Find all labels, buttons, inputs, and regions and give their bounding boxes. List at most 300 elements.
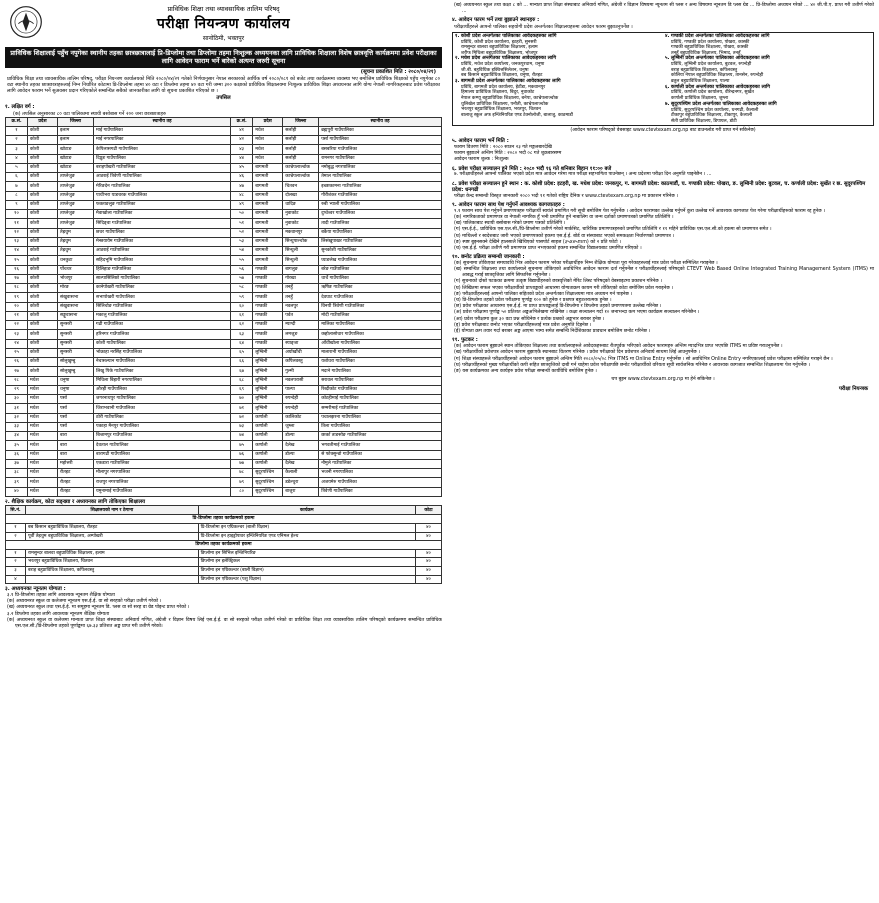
table-cell: मैवाखोला गाउँपालिका xyxy=(94,210,231,219)
table-header-cell: स्थानीय तह xyxy=(319,117,442,126)
table-row xyxy=(6,145,442,154)
table-cell: लुम्बिनी xyxy=(253,395,283,404)
table-row xyxy=(6,200,442,209)
table-header-cell: जिल्ला xyxy=(58,117,94,126)
table-row xyxy=(6,210,442,219)
table-row xyxy=(6,136,442,145)
table-cell: नवलपरासी xyxy=(283,376,319,385)
table-cell: सुदूरपश्चिम xyxy=(253,478,283,487)
table-cell: बागमती xyxy=(253,182,283,191)
table-cell: १८ xyxy=(6,284,28,293)
table-cell: सिदिङ्वा गाउँपालिका xyxy=(94,219,231,228)
table-cell: मधेश xyxy=(253,136,283,145)
table-row xyxy=(6,228,442,237)
table-cell: मधेश xyxy=(28,395,58,404)
table-cell: बराहपोखरी गाउँपालिका xyxy=(94,163,231,172)
table-cell: कोशी xyxy=(28,284,58,293)
section-6-heading: ६. प्रवेश परीक्षा सञ्चालन हुने मिति : २०८० भदौ १६ गते शनिबार बिहान ११:०० बजे xyxy=(452,165,612,172)
table-cell: कोशी xyxy=(28,330,58,339)
table-row xyxy=(6,478,442,487)
table-cell: मकालु गाउँपालिका xyxy=(94,311,231,320)
table-cell: बागमती xyxy=(253,228,283,237)
location-group-heading: ६. कर्णाली प्रदेश अन्तर्गतका पालिकाका आवेदकहरुका लागि xyxy=(665,84,770,90)
table-cell: गुल्मी xyxy=(283,367,319,376)
table-cell: हिलिहाङ गाउँपालिका xyxy=(94,265,231,274)
table-row xyxy=(6,311,442,320)
table-cell: काभ्रेपलाञ्चोक xyxy=(283,173,319,182)
section-7-text: ७. परीक्षार्थीहरुले आफ्नो पालिका भएको प्रदेश मात्र आवेदन गरेमा मात्र परीक्षा सहभागिता पाउनेछन् । अन्य प्रदेशमा परीक्षा दिन अनुमति पाइनेछैन । ... xyxy=(454,172,712,178)
table-cell: कोशी xyxy=(28,339,58,348)
table-cell: मधेश xyxy=(253,145,283,154)
table-cell xyxy=(26,575,199,584)
table-cell: बागमती xyxy=(253,163,283,172)
table-cell: २४ xyxy=(6,339,28,348)
table-cell: सुनसरी xyxy=(58,348,94,357)
table-cell: नवलपुर xyxy=(283,302,319,311)
list-item: (ग) सुचनाको दोस्रो पटकका क्रममा उत्कृष्ट बिद्यार्थीहरुको छात्रवृत्तिको मेरिट लिस्ट परिषद्को वेबसाइटमा प्रकाशन गरिनेछ । xyxy=(454,279,662,285)
table-row xyxy=(6,154,442,163)
table-cell: ४८ xyxy=(231,191,253,200)
location-item: तनहुँ बहुप्राविधिक शिक्षालय, भिमाद, तनहुँ xyxy=(671,50,741,56)
table-cell: डोल्पा xyxy=(283,432,319,441)
table-cell: विनयी त्रिवेणी गाउँपालिका xyxy=(319,302,442,311)
table-cell: ताप्लेजुङ xyxy=(58,219,94,228)
list-item: (ग) शिक्षा संस्थाहरुले परीक्षार्थीहरुको आवेदन फाराम बुझाउने अन्तिम मिति २०८०/०५/०८ भित्र ITMS मा Online Entry गर्नुपर्नेछ । सो अवधिभित्र Online Entry नगरिएकालाई प्रवेश परीक्षामा सम्मिलित गराइने छैन । xyxy=(454,356,833,362)
table-cell: लमजुङ xyxy=(283,330,319,339)
table-header-cell: क्र.सं. xyxy=(6,117,28,126)
table-cell: मधेश xyxy=(28,469,58,478)
table-cell: ७० xyxy=(231,395,253,404)
table-cell: पर्सा xyxy=(58,422,94,431)
table-cell: नमोबुद्ध नगरपालिका xyxy=(319,163,442,172)
table-cell: पर्सा xyxy=(58,413,94,422)
table-cell: तनहुँ xyxy=(283,284,319,293)
table-cell: कोशी xyxy=(28,228,58,237)
table-cell: गौरीशंकर गाउँपालिका xyxy=(319,191,442,200)
table-cell: गढी गाउँपालिका xyxy=(94,321,231,330)
table-cell: अजयमेरु गाउँपालिका xyxy=(319,478,442,487)
table-cell: देवताल गाउँपालिका xyxy=(94,441,231,450)
table-cell: १२ xyxy=(6,228,28,237)
table-cell: सुनसरी xyxy=(58,339,94,348)
table-cell: तनहुँ xyxy=(283,293,319,302)
table-cell: २५ xyxy=(6,348,28,357)
table-cell: चितवन xyxy=(283,182,319,191)
table-cell: दैलेख xyxy=(283,441,319,450)
section-3-items xyxy=(5,593,442,630)
council-name: प्राविधिक शिक्षा तथा व्यावसायिक तालिम परिषद् xyxy=(167,5,280,13)
list-item: ९.१ फाराम साथ पेश गर्नुपर्ने प्रमाणपत्रहरु परीक्षार्थी स्वयंले प्रमाणित गरी सुची बमोजिम पेश गर्नुपर्नेछ । आवेदन फारामका उल्लेख गर्नुपर्ने कुरा उल्लेख गर्ने आवश्यक कागजात पेश गरेमा परीक्षार्थीहरुको फाराम रद्द हुनेछ । xyxy=(454,208,825,214)
table-row xyxy=(6,302,442,311)
table-cell: कोशी xyxy=(28,210,58,219)
table-cell: खोटाङ xyxy=(58,154,94,163)
table-cell: १३ xyxy=(6,237,28,246)
table-cell: नुवाकोट xyxy=(283,210,319,219)
signature: परीक्षा नियन्त्रक xyxy=(838,386,868,393)
table-cell: ७८ xyxy=(231,469,253,478)
table-cell: पर्सा xyxy=(58,404,94,413)
notice-header xyxy=(5,3,442,47)
table-cell: लुम्बिनी xyxy=(253,376,283,385)
table-cell: मधेश xyxy=(28,413,58,422)
table-header-cell: प्रदेश xyxy=(28,117,58,126)
table-cell: मधेश xyxy=(28,450,58,459)
table-cell: लुम्बिनी xyxy=(253,367,283,376)
table-cell: १ xyxy=(6,126,28,135)
table-cell: कोशी xyxy=(28,348,58,357)
table-cell: ५७ xyxy=(231,274,253,283)
table-row xyxy=(6,247,442,256)
table-group-row xyxy=(6,541,442,550)
table-cell: ७७ xyxy=(231,459,253,468)
table-cell: यमुनामाई गाउँपालिका xyxy=(94,487,231,496)
right-top-items xyxy=(452,3,874,15)
section-4-heading: ४. आवेदन फारम भर्ने तथा बुझाउने स्थानहरु : xyxy=(452,17,540,24)
list-item: (ङ) स्पष्ट बुझ्नसक्ने देखिने हालसालै खिचिएको पासपोर्ट साइज (३५x४५mm) को २ प्रति फोटो । xyxy=(454,239,621,245)
table-cell: सिन्धुली xyxy=(283,256,319,265)
table-cell: ५९ xyxy=(231,293,253,302)
table-cell: ५८ xyxy=(231,284,253,293)
table-cell: धनकुटा xyxy=(58,256,94,265)
table-cell: ६८ xyxy=(231,376,253,385)
table-cell: मधेश xyxy=(253,154,283,163)
table-cell: पर्सा गाउँपालिका xyxy=(319,136,442,145)
table-row xyxy=(6,330,442,339)
quota-table xyxy=(5,505,442,584)
table-cell: ६९ xyxy=(231,385,253,394)
location-item: सेती प्राविधिक शिक्षालय, डिपायल, डोटी xyxy=(671,118,737,124)
table-cell: ४० xyxy=(416,532,442,541)
table-cell: माई गाउँपालिका xyxy=(94,126,231,135)
table-cell: ६ xyxy=(6,173,28,182)
location-item: धुलिखेल प्राविधिक शिक्षालय, पनौती, काभ्रेपलाञ्चोक xyxy=(461,101,549,107)
location-item: टीकापुर बहुप्राविधिक शिक्षालय, टीकापुर, कैलाली xyxy=(671,113,753,119)
table-cell: कानेपोखरी गाउँपालिका xyxy=(94,284,231,293)
section-11-heading: ११. फुटकर : xyxy=(452,337,478,344)
table-cell: कोशी xyxy=(28,126,58,135)
table-cell: २६ xyxy=(6,358,28,367)
table-cell: तेह्रथुम xyxy=(58,228,94,237)
table-row xyxy=(6,191,442,200)
table-cell: पाँचथर xyxy=(58,265,94,274)
table-cell: कोशी xyxy=(28,274,58,283)
table-cell: धनुषा xyxy=(58,376,94,385)
table-cell: मधेश xyxy=(28,432,58,441)
list-item: (क) आवेदन फाराम बुझाउने स्थान तोकिएका शिक्षालय तथा कार्यालयहरुले आवेदकहरुबाट रीतपूर्वक भरिएको आवेदन फारामहरु अन्तिम म्यादभित्र प्राप्त भएपछि ITMS मा प्रविष्ट गराउनुपर्नेछ । xyxy=(454,344,783,350)
table-cell: कोशी xyxy=(28,367,58,376)
table-cell: कोशी xyxy=(28,311,58,320)
table-cell: ४ xyxy=(6,575,26,584)
table-cell: सोलुखुम्बु xyxy=(58,367,94,376)
table-cell: रुबी भ्याली गाउँपालिका xyxy=(319,200,442,209)
section-1-heading: १. लक्षित वर्ग : xyxy=(5,104,35,111)
table-cell: भगवतीमाई गाउँपालिका xyxy=(319,441,442,450)
section-3-heading: ३. अध्ययनका न्यूनतम योग्यता : xyxy=(5,586,66,593)
table-cell: धनुषा xyxy=(58,385,94,394)
table-row xyxy=(6,422,442,431)
table-cell: १४ xyxy=(6,247,28,256)
table-header-cell: जिल्ला xyxy=(283,117,319,126)
table-cell: मदाने गाउँपालिका xyxy=(319,367,442,376)
table-cell: मधेश xyxy=(253,126,283,135)
table-cell: १५ xyxy=(6,256,28,265)
table-header-cell: स्थानीय तह xyxy=(94,117,231,126)
table-cell: कोशी xyxy=(28,219,58,228)
table-cell: बागमती xyxy=(253,210,283,219)
table-cell: ५६ xyxy=(231,265,253,274)
table-header-cell: सि.नं. xyxy=(6,506,26,515)
list-item: फाराम बुझाउने अन्तिम मिति : २०८० भदौ ०८ गते शुक्रबारसम्म xyxy=(454,151,562,157)
table-cell: दैलेख xyxy=(283,459,319,468)
publish-date: (सूचना प्रकाशित मिति : २०८०/०४/२१) xyxy=(360,68,436,75)
table-cell: डिप्लोमा इन सिभिल इन्जिनियरिङ xyxy=(198,549,415,558)
table-cell: लुम्बिनी xyxy=(253,385,283,394)
table-cell: पूर्वी तेह्रथुम बहुप्राविधिक शिक्षालय, अम्पोखरी xyxy=(26,532,199,541)
list-item: आवेदन फाराम शुल्क : निःशुल्क xyxy=(454,157,509,163)
table-cell: ५४ xyxy=(231,247,253,256)
table-cell: संखुवासभा xyxy=(58,293,94,302)
table-row xyxy=(6,549,442,558)
table-cell: लुम्बिनी xyxy=(253,404,283,413)
table-cell: १७ xyxy=(6,274,28,283)
table-cell: नेचासल्यान गाउँपालिका xyxy=(94,358,231,367)
location-item: बराह बहुप्राविधिक शिक्षालय, कपिलवस्तु xyxy=(671,67,738,73)
list-item: (घ) माथिल्लो र स्वदेशबाट जारी भएको प्रमाणपत्रको हकमा एस.ई.ई. बोर्ड वा संस्थाबाट भएको समकक्षता निर्धारणको प्रमाणपत्र । xyxy=(454,233,675,239)
table-cell: नुवाकोट xyxy=(283,219,319,228)
table-cell: सुदूरपश्चिम xyxy=(253,487,283,496)
section-5-items xyxy=(452,144,874,163)
table-cell: बारा xyxy=(58,432,94,441)
table-cell: ४३ xyxy=(231,145,253,154)
table-cell: लिखु पिके गाउँपालिका xyxy=(94,367,231,376)
table-row xyxy=(6,358,442,367)
table-cell: बिश्रामपुर गाउँपालिका xyxy=(94,432,231,441)
table-cell: प्रि-डिप्लोमा इन हाइड्रोपावर इन्जिनियरिङ एण्ड एनिमल हेल्थ xyxy=(198,532,415,541)
list-item: (ख) पालिकाबाट स्थायी बसोबास गरेको प्रमाण पत्रको प्रतिलिपि । xyxy=(454,221,566,227)
table-cell: काभ्रेपलाञ्चोक xyxy=(283,163,319,172)
table-cell: रामसुन्दर बालवा बहुप्राविधिक शिक्षालय, इलाम xyxy=(26,549,199,558)
table-cell: भरतपुर बहुप्राविधिक शिक्षालय, चितवन xyxy=(26,558,199,567)
table-cell: ४९ xyxy=(231,200,253,209)
table-row xyxy=(6,450,442,459)
table-cell: एकडारा गाउँपालिका xyxy=(94,459,231,468)
table-cell: मधेश xyxy=(28,385,58,394)
table-cell: कोशी xyxy=(28,302,58,311)
table-cell: बागमती xyxy=(253,237,283,246)
table-cell: रुपन्देही xyxy=(283,395,319,404)
location-item: प्रविधि, कोशी प्रदेश कार्यालय, इटहरी, सुनसरी xyxy=(461,39,537,45)
table-header-cell: क्र.सं. xyxy=(231,117,253,126)
table-cell: प्रि-डिप्लोमा इन एग्रिकल्चर (बाली विज्ञान) xyxy=(198,524,415,533)
table-cell: हरिनगर गाउँपालिका xyxy=(94,330,231,339)
table-cell: ऋषिङ गाउँपालिका xyxy=(319,284,442,293)
table-cell: पचालझरना गाउँपालिका xyxy=(319,413,442,422)
table-cell: तिला गाउँपालिका xyxy=(319,422,442,431)
table-cell: नौमुले गाउँपालिका xyxy=(319,459,442,468)
table-cell: सिलिचोङ गाउँपालिका xyxy=(94,302,231,311)
table-cell: बसबरिया गाउँपालिका xyxy=(319,145,442,154)
table-cell: ४४ xyxy=(231,154,253,163)
table-cell: ताप्लेजुङ xyxy=(58,182,94,191)
table-cell: म्याग्दी xyxy=(283,321,319,330)
section-4-intro: परीक्षार्थीहरुले आफ्नो पालिका सहयोगी प्रदेश अन्तर्गतका शिक्षालयहरुमा आवेदन फारम बुझाउनुपर्नेछ । xyxy=(454,23,633,30)
table-cell: मधेश xyxy=(28,441,58,450)
table-cell: कोटहीमाई गाउँपालिका xyxy=(319,395,442,404)
table-cell: ५ xyxy=(6,163,28,172)
table-cell: ३२ xyxy=(6,413,28,422)
table-cell: से फोक्सुन्डो गाउँपालिका xyxy=(319,450,442,459)
location-item: ब्रतुल बहुप्राविधिक शिक्षालय, पाल्पा xyxy=(671,79,730,85)
table-cell: ४७ xyxy=(231,182,253,191)
location-group-heading: ४. गण्डकी प्रदेश अन्तर्गतका पालिकाका आवेदकहरुका लागि xyxy=(665,33,770,39)
table-cell: २ xyxy=(6,558,26,567)
table-cell: ९ xyxy=(6,200,28,209)
table-row xyxy=(6,256,442,265)
table-cell: धादिङ xyxy=(283,200,319,209)
table-cell: भोजपुर xyxy=(58,274,94,283)
table-cell: कैलाली xyxy=(283,469,319,478)
table-cell: ताप्लेजुङ xyxy=(58,191,94,200)
table-cell: ठोरी गाउँपालिका xyxy=(94,413,231,422)
table-cell: कोशी गाउँपालिका xyxy=(94,339,231,348)
table-row xyxy=(6,385,442,394)
table-cell: बाजुरा xyxy=(283,487,319,496)
table-cell: ३६ xyxy=(6,450,28,459)
table-cell: त्रिवेणी गाउँपालिका xyxy=(319,487,442,496)
section-8-text: परीक्षा केन्द्र सम्बन्धी विस्तृत जानकारी २०८० भदौ ११ गतेको राष्ट्रिय दैनिक र www.ctevtexam.org.np मा प्रकाशन गरिनेछ । xyxy=(454,193,679,199)
table-cell: बारा xyxy=(58,450,94,459)
table-cell: बागमती xyxy=(253,191,283,200)
table-row xyxy=(6,487,442,496)
list-item: (ई) योग्यता क्रम तयार गर्दा बराबर अङ्क आएमा भाग्य समेत सम्बन्धि निर्देशिकाका प्रावधान बमोजिम छनोट गरिनेछ । xyxy=(454,329,651,335)
table-cell: ३८ xyxy=(6,469,28,478)
table-cell: ३० xyxy=(6,395,28,404)
table-cell: गण्डकी xyxy=(253,274,283,283)
location-item: प्रविधि, लुम्बिनी प्रदेश कार्यालय, बुटवल, रुपन्देही xyxy=(671,62,752,68)
table-cell: इलाम xyxy=(58,136,94,145)
table-cell: ७२ xyxy=(231,413,253,422)
table-row xyxy=(6,274,442,283)
section-9-heading: ९. आवेदन फाराम साथ पेश गर्नुपर्ने आवश्यक कागजातहरु : xyxy=(452,201,565,208)
location-item: रामसुन्दर बालवा बहुप्राविधिक शिक्षालय, इलाम xyxy=(461,45,538,51)
table-cell: ६१ xyxy=(231,311,253,320)
location-item: बब किसान बहुप्राविधिक शिक्षालय, धनुषा, रौतहट xyxy=(461,73,543,79)
location-item: नेपाल कम्प्यू बहुप्राविधिक शिक्षालय, बनेपा, काभ्रेपलाञ्चोक xyxy=(461,96,559,102)
table-cell: लुम्बिनी xyxy=(253,348,283,357)
table-group-cell: प्रि-डिप्लोमा तहका कार्यक्रमको हकमा xyxy=(6,515,442,524)
table-cell: ४० xyxy=(416,549,442,558)
table-cell: मालिका गाउँपालिका xyxy=(319,321,442,330)
table-cell: ६३ xyxy=(231,330,253,339)
table-cell: बागमती xyxy=(253,219,283,228)
table-cell: कपिलवस्तु xyxy=(283,358,319,367)
table-cell: महोत्तरी xyxy=(58,459,94,468)
table-cell: गण्डकी xyxy=(253,311,283,320)
table-cell: ६६ xyxy=(231,358,253,367)
table-row xyxy=(6,321,442,330)
table-cell: १० xyxy=(6,210,28,219)
table-cell: रुपन्देही xyxy=(283,404,319,413)
table-cell: इच्छाकामना गाउँपालिका xyxy=(319,182,442,191)
table-cell: कोशी xyxy=(28,293,58,302)
table-cell: ४१ xyxy=(231,126,253,135)
table-cell: गण्डकी xyxy=(253,302,283,311)
table-cell: २ xyxy=(6,136,28,145)
table-cell: फक्ताङलुङ गाउँपालिका xyxy=(94,200,231,209)
table-row xyxy=(6,376,442,385)
table-cell: रिब्दीकोट गाउँपालिका xyxy=(319,385,442,394)
table-cell: ताप्लेजुङ xyxy=(58,210,94,219)
table-cell: सिन्धुली xyxy=(283,247,319,256)
table-cell: आठराई गाउँपालिका xyxy=(94,247,231,256)
table-cell: ६४ xyxy=(231,339,253,348)
list-item: (ख) सम्बन्धित शिक्षालय तथा कार्यालयले सुचनामा तोकिएको अवधिभित्र आवेदन फाराम दर्ता गर्नुपर्नेछ र परीक्षार्थीहरुलाई परिषद्को CTEVT Web Based Online Integrated Training Management System (ITMS) मा आबद्ध गराई छात्रवृत्तिका लागि सिफारिस गर्नुपर्नेछ । xyxy=(454,267,874,279)
table-cell: ४० xyxy=(416,567,442,576)
table-row xyxy=(6,182,442,191)
table-cell: मधेश xyxy=(28,459,58,468)
table-cell: मधेश xyxy=(28,376,58,385)
table-cell: कर्णाली xyxy=(253,413,283,422)
table-cell: गण्डकी xyxy=(253,321,283,330)
table-cell: रौतहट xyxy=(58,469,94,478)
table-cell: मिथिला बिहारी नगरपालिका xyxy=(94,376,231,385)
table-cell: ब्रह्मपुरी गाउँपालिका xyxy=(319,126,442,135)
section-11-items xyxy=(452,344,874,376)
table-cell: आठराई त्रिवेणी गाउँपालिका xyxy=(94,173,231,182)
table-cell: सभापोखरी गाउँपालिका xyxy=(94,293,231,302)
table-cell: दुप्चेश्वर गाउँपालिका xyxy=(319,210,442,219)
table-group-row xyxy=(6,515,442,524)
table-cell: १ xyxy=(6,524,26,533)
table-cell: कोशी xyxy=(28,200,58,209)
table-cell: अर्घाखाँची xyxy=(283,348,319,357)
list-item: ३.१ प्रि-डिप्लोमा तहका लागि आवश्यक न्यूनतम शैक्षिक योग्यता xyxy=(7,592,115,598)
list-item: ३.२ डिप्लोमा तहका लागि आवश्यक न्यूनतम शैक्षिक योग्यता xyxy=(7,611,110,617)
location-group-heading: २. मधेश प्रदेश अन्तर्गतका पालिकाका आवेदकहरुका लागि xyxy=(455,56,557,62)
table-cell: ७५ xyxy=(231,441,253,450)
table-cell: पाथीभरा याङवरक गाउँपालिका xyxy=(94,191,231,200)
table-row xyxy=(6,339,442,348)
table-cell: ८ xyxy=(6,191,28,200)
table-cell: कर्णाली xyxy=(253,441,283,450)
right-column xyxy=(452,3,874,900)
locations-left xyxy=(455,34,661,125)
table-cell: तादी गाउँपालिका xyxy=(319,219,442,228)
table-cell: कोशी xyxy=(28,163,58,172)
location-item: प्रविधि, कर्णाली प्रदेश कार्यालय, वीरेन्द्रनगर, सुर्खेत xyxy=(671,90,754,96)
intro-paragraph: प्राविधिक शिक्षा तथा व्यावसायिक तालिम परिषद्, परीक्षा नियन्त्रण कार्यालयको मिति २०८०/०४/२१ गतेको निर्णयानुसार नेपाल सरकारको आर्थिक वर्ष २०८०/०८१ को बजेट तथा कार्यक्रममा व्यवस्था भए बमोजिम प्राविधिक शिक्षाको पहुँच नपुगेका ८० वटा स्थानीय तहका छात्रछात्राहरुलाई निम्न निर्धारित कोटामा प्रि-डिप्लोमा तहमा ४० वटा र डिप्लोमा तहमा ४० वटा गरी जम्मा ३०० कक्षाको प्राविधिक शिक्षालयमा निःशुल्क प्राविधिक शिक्षा अध्ययनका लागि योग्य नेपाली नागरिकहरुबाट प्रवेश परीक्षाका लागि आवेदन फाराम भर्ने सुअवसर प्रदान गरिएकोले सम्बन्धित सबैको जानकारीका लागि यो सूचना प्रकाशित गरिएको छ । xyxy=(7,76,440,94)
table-cell: पकाहा मैनपुर गाउँपालिका xyxy=(94,422,231,431)
table-cell: देवघाट गाउँपालिका xyxy=(319,293,442,302)
table-header-cell: प्रदेश xyxy=(253,117,283,126)
table-cell: १६ xyxy=(6,265,28,274)
table-cell: ताप्लेजुङ xyxy=(58,173,94,182)
table-cell: मधेश xyxy=(28,487,58,496)
location-item: कोलिया नेपाल बहुप्राविधिक शिक्षालय, तानसेन, रुपन्देही xyxy=(671,73,764,79)
location-group-heading: ५. लुम्बिनी प्रदेश अन्तर्गतका पालिकाका आवेदकहरुका लागि xyxy=(665,56,770,62)
table-cell: कर्णाली xyxy=(253,422,283,431)
table-cell: ४२ xyxy=(231,136,253,145)
table-cell: ७१ xyxy=(231,404,253,413)
table-cell: कोशी xyxy=(28,145,58,154)
list-item: (क) नागरिकताको प्रमाणपत्र वा नेपाली नागरिक हुँ भनी प्रमाणित हुने नाबालिग वा जन्म दर्ताको प्रमाणपत्रको प्रमाणित प्रतिलिपि । xyxy=(454,214,674,220)
table-cell: बब किसान बहुप्राविधिक शिक्षालय, रौतहट xyxy=(26,524,199,533)
table-row xyxy=(6,219,442,228)
table-cell: राजपुर नगरपालिका xyxy=(94,478,231,487)
table-cell: छथर गाउँपालिका xyxy=(94,228,231,237)
table-cell: २८ xyxy=(6,376,28,385)
table-cell: डिप्लोमा इन एग्रिकल्चर (बाली विज्ञान) xyxy=(198,567,415,576)
